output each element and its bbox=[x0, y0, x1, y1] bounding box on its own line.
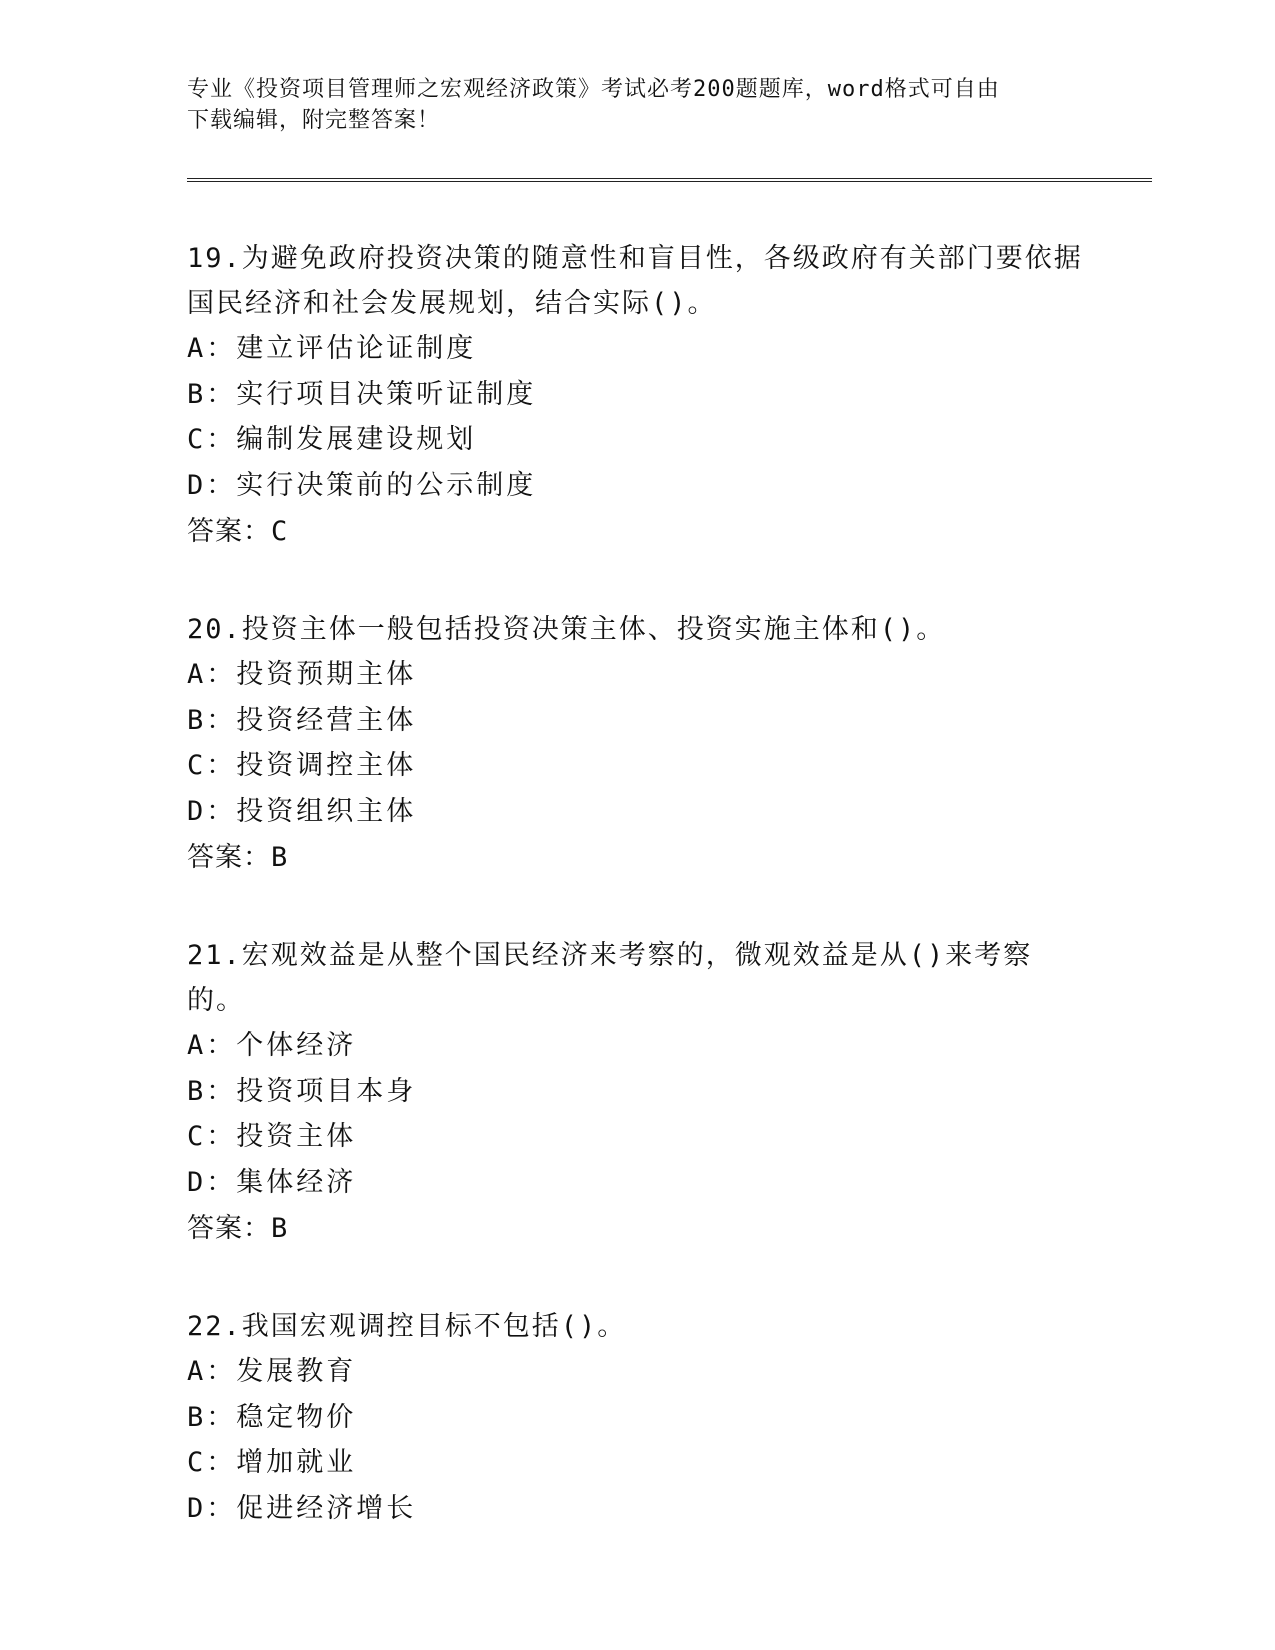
answer-label: 答案： bbox=[187, 842, 271, 873]
answer-label: 答案： bbox=[187, 1213, 271, 1244]
question-19 bbox=[187, 236, 1087, 555]
document-header bbox=[187, 74, 1067, 136]
answer-value: B bbox=[271, 1213, 289, 1244]
question-text: 21.宏观效益是从整个国民经济来考察的，微观效益是从()来考察的。 bbox=[187, 940, 1033, 1016]
header-divider bbox=[187, 178, 1152, 182]
option-c: C：投资主体 bbox=[187, 1121, 357, 1152]
answer bbox=[187, 835, 1087, 881]
question-text: 22.我国宏观调控目标不包括()。 bbox=[187, 1311, 627, 1342]
answer-value: B bbox=[271, 842, 289, 873]
question-22 bbox=[187, 1304, 1087, 1531]
option-d: D：实行决策前的公示制度 bbox=[187, 469, 537, 501]
question-text: 19.为避免政府投资决策的随意性和盲目性，各级政府有关部门要依据 bbox=[187, 243, 1083, 274]
option-b: B：实行项目决策听证制度 bbox=[187, 378, 537, 410]
option-a: A：建立评估论证制度 bbox=[187, 333, 477, 364]
option-b: B：稳定物价 bbox=[187, 1401, 357, 1433]
option-a: A：个体经济 bbox=[187, 1030, 357, 1061]
answer bbox=[187, 1206, 1087, 1252]
header-line-1: 专业《投资项目管理师之宏观经济政策》考试必考200题题库，word格式可自由 bbox=[187, 77, 1000, 102]
option-b: B：投资项目本身 bbox=[187, 1075, 417, 1107]
answer-label: 答案： bbox=[187, 516, 271, 547]
option-d: D：促进经济增长 bbox=[187, 1492, 417, 1524]
header-line-2: 下载编辑，附完整答案！ bbox=[187, 108, 441, 133]
option-c: C：增加就业 bbox=[187, 1447, 357, 1478]
question-list bbox=[187, 236, 1087, 1583]
question-text: 20.投资主体一般包括投资决策主体、投资实施主体和()。 bbox=[187, 614, 946, 645]
option-a: A：发展教育 bbox=[187, 1356, 357, 1387]
option-d: D：集体经济 bbox=[187, 1166, 357, 1198]
question-20 bbox=[187, 607, 1087, 881]
option-a: A：投资预期主体 bbox=[187, 659, 417, 690]
option-b: B：投资经营主体 bbox=[187, 704, 417, 736]
answer bbox=[187, 509, 1087, 555]
question-21 bbox=[187, 933, 1087, 1252]
option-c: C：编制发展建设规划 bbox=[187, 424, 477, 455]
option-c: C：投资调控主体 bbox=[187, 750, 417, 781]
question-text-continued: 国民经济和社会发展规划，结合实际()。 bbox=[187, 288, 717, 319]
answer-value: C bbox=[271, 516, 289, 547]
option-d: D：投资组织主体 bbox=[187, 795, 417, 827]
